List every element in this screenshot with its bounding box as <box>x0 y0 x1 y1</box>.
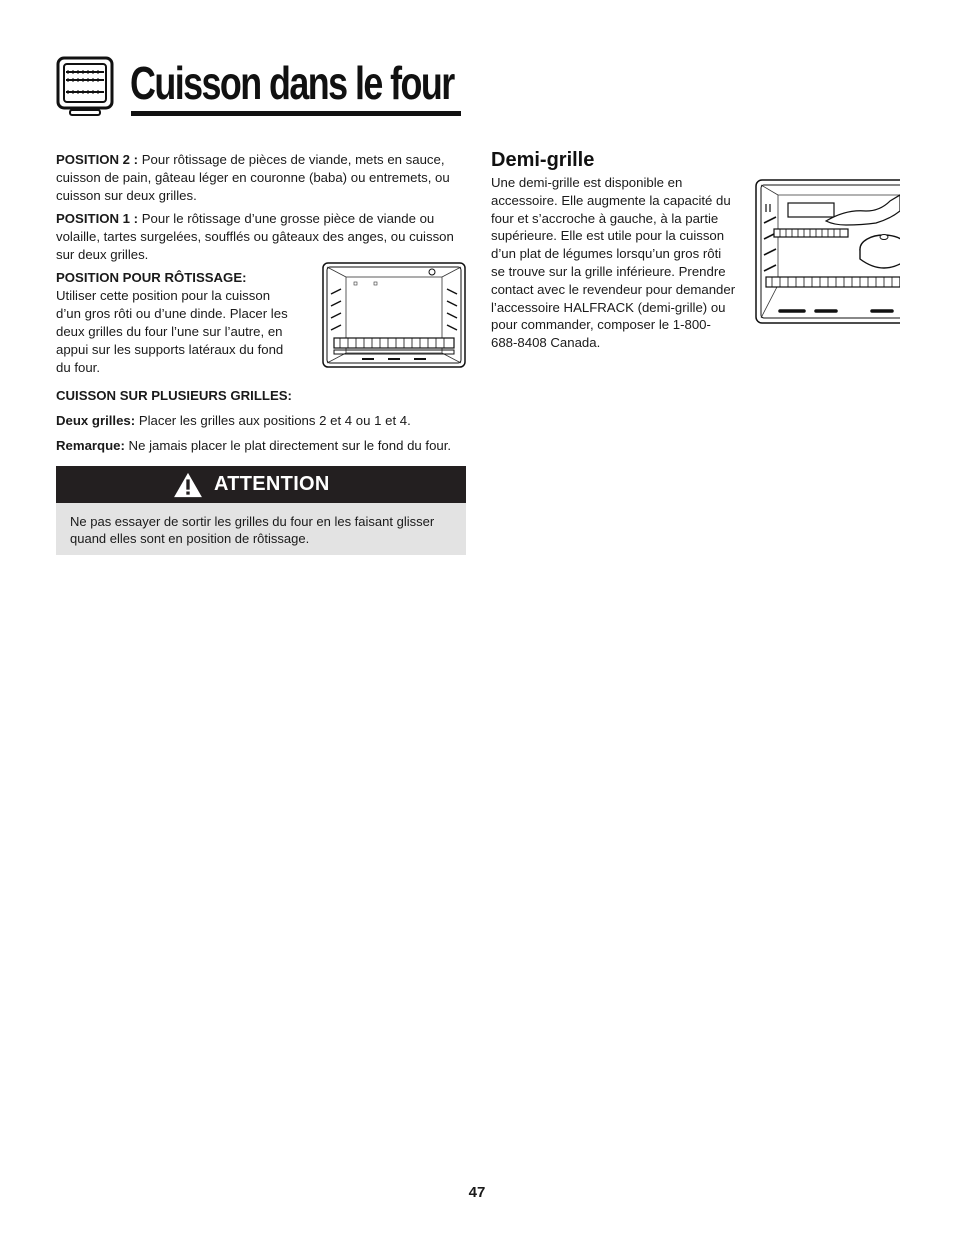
page-number: 47 <box>468 1184 486 1201</box>
right-column <box>491 148 736 352</box>
remark-paragraph <box>56 437 466 455</box>
oven-icon <box>56 56 114 118</box>
two-racks-paragraph <box>56 412 466 430</box>
title-rule <box>131 111 461 116</box>
warning-icon <box>172 472 204 498</box>
multi-rack-heading <box>56 387 466 405</box>
attention-header <box>56 466 466 503</box>
page-title: Cuisson dans le four <box>130 57 454 109</box>
position-1-label: POSITION 1 : <box>56 211 139 226</box>
attention-box <box>56 466 466 555</box>
remark-text: Ne jamais placer le plat directement sur le fond du four. <box>124 438 452 453</box>
left-column <box>56 151 466 460</box>
two-racks-label: Deux grilles: <box>56 413 136 428</box>
attention-title: ATTENTION <box>214 473 330 495</box>
roasting-text: Utiliser cette position pour la cuisson d’un gros rôti ou d’une dinde. Placer les deux grilles du four l’une sur l’autre, en appui sur les supports latéraux du fond du four. <box>56 288 288 375</box>
position-1-text: Pour le rôtissage d’une grosse pièce de viande ou volaille, tartes surgelées, soufflés ou gâteaux des anges, ou cuisson sur deux grilles. <box>56 211 454 262</box>
position-2-paragraph <box>56 151 466 205</box>
roasting-rack-illustration <box>322 262 466 368</box>
remark-label: Remarque: <box>56 438 125 453</box>
section-body: Une demi-grille est disponible en accessoire. Elle augmente la capacité du four et s’accroche à gauche, à la partie supérieure. Elle est utile pour la cuisson d’un plat de légumes lorsqu’un gros rôti se trouve sur la grille inférieure. Prendre contact avec le revendeur pour demander l’accessoire HALFRACK (demi-grille) ou pour commander, composer le 1-800-688-8408 Canada. <box>491 175 736 351</box>
position-1-paragraph <box>56 210 466 264</box>
roasting-section <box>56 269 466 381</box>
section-heading: Demi-grille <box>491 149 595 171</box>
two-racks-text: Placer les grilles aux positions 2 et 4 ou 1 et 4. <box>135 413 411 428</box>
attention-text: Ne pas essayer de sortir les grilles du four en les faisant glisser quand elles sont en position de rôtissage. <box>70 514 435 546</box>
position-2-label: POSITION 2 : <box>56 152 139 167</box>
roasting-label: POSITION POUR RÔTISSAGE: <box>56 270 247 285</box>
position-2-text: Pour rôtissage de pièces de viande, mets en sauce, cuisson de pain, gâteau léger en couronne (baba) ou entremets, ou cuisson sur deux grilles. <box>56 152 450 203</box>
half-rack-illustration <box>754 179 900 325</box>
multi-rack-heading-text: CUISSON SUR PLUSIEURS GRILLES: <box>56 388 292 403</box>
